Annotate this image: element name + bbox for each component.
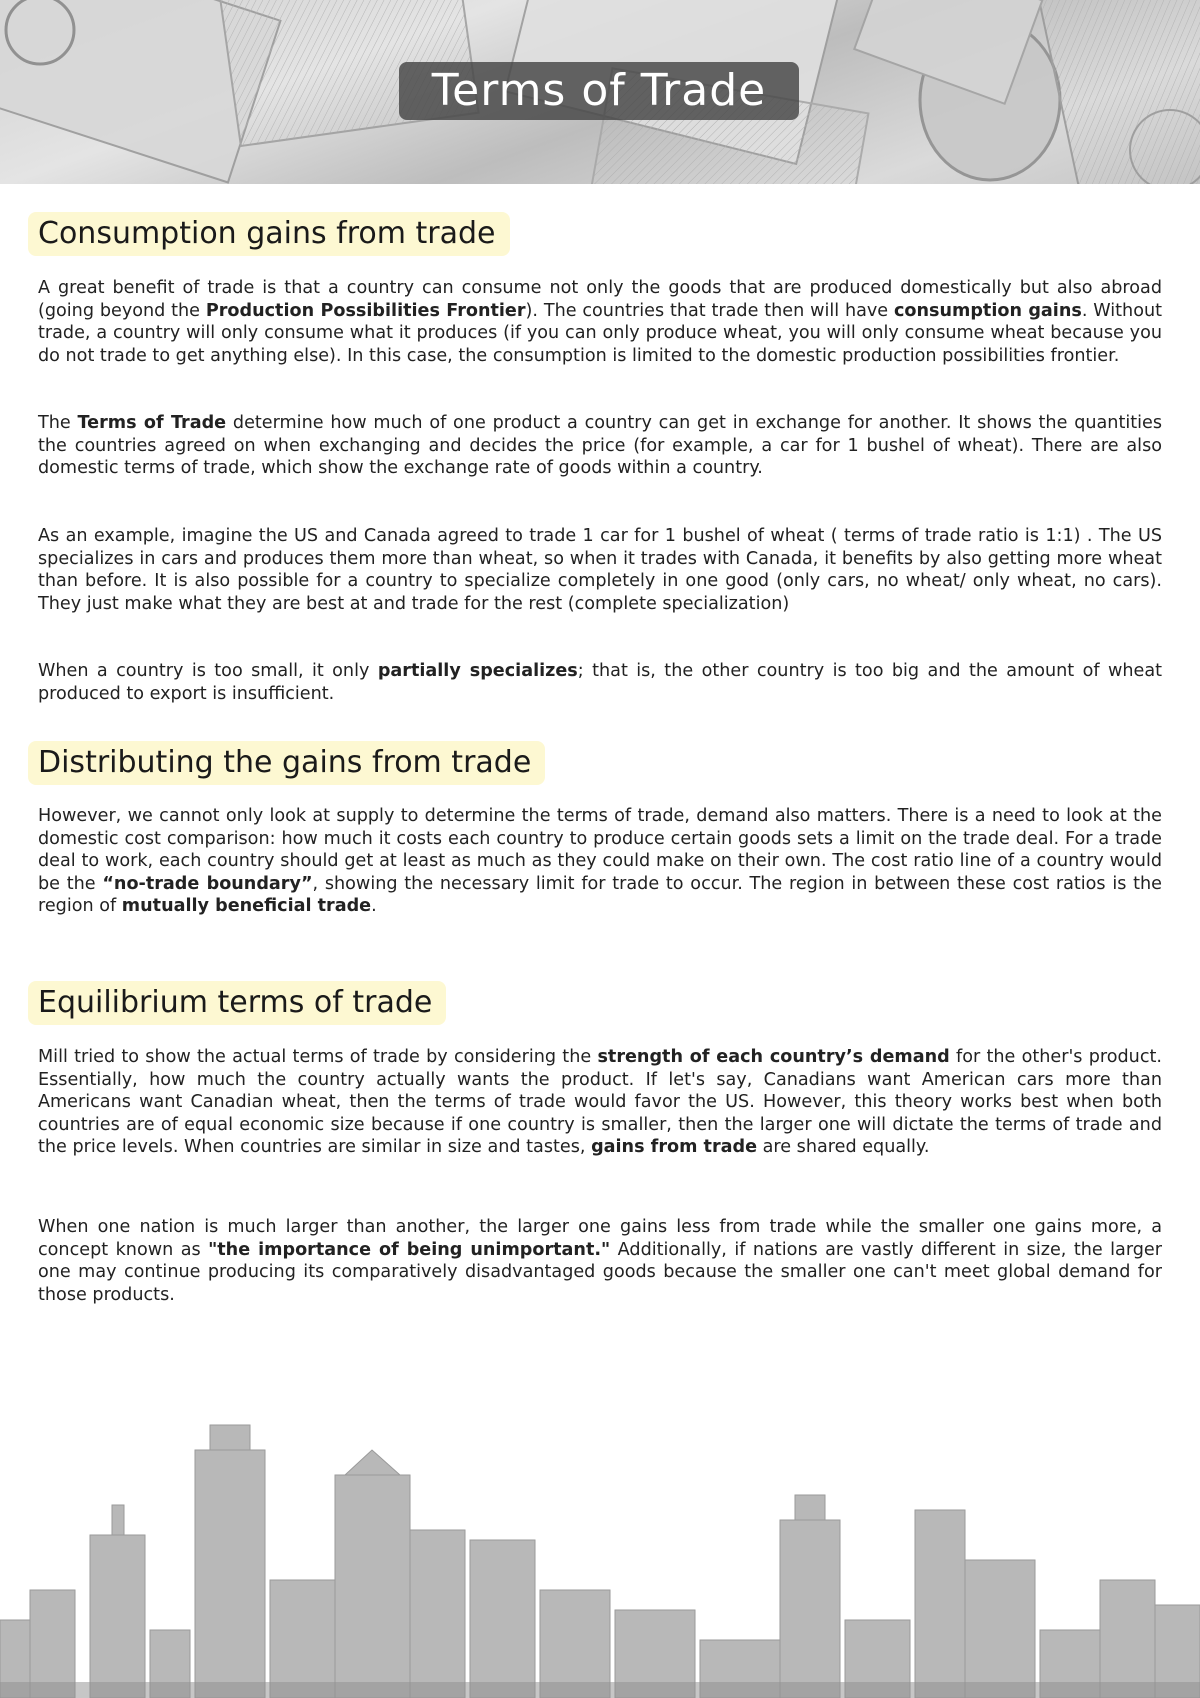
text-run: . Without trade, a country will only consume what it produces (if you can only produce wheat, you will only consume wheat because you do not trade to get anything else). In this case, the consumption is limited to the domestic production possibilities frontier.: [38, 300, 1163, 366]
text-run: When one nation is much larger than another, the larger one gains less from trade while the smaller one gains more, a concept known as: [38, 1217, 1162, 1260]
text-run: When a country is too small, it only: [38, 661, 378, 681]
text-run: , showing the necessary limit for trade to occur. The region in between these cost ratios is the region of: [38, 873, 1162, 916]
bold-term: partially specializes: [377, 661, 578, 681]
header-banner: [0, 0, 1200, 184]
text-run: The: [38, 413, 78, 433]
bold-term: gains from trade: [591, 1137, 758, 1157]
paragraph: [38, 525, 1162, 615]
text-run: ). The countries that trade then will have: [525, 300, 894, 321]
paragraph: [38, 277, 1162, 367]
paragraph: [38, 1216, 1162, 1306]
bold-term: “no-trade boundary”: [102, 873, 313, 894]
text-run: .: [371, 896, 377, 916]
text-run: A great benefit of trade is that a country can consume not only the goods that are produced domestically but also abroad (going beyond the: [38, 278, 1162, 321]
city-skyline-image: [0, 1420, 1200, 1698]
section-heading-distributing: Distributing the gains from trade: [28, 741, 545, 785]
title-box: [399, 62, 799, 120]
paragraph: [38, 805, 1162, 918]
text-run: are shared equally.: [757, 1137, 930, 1157]
paragraph: [38, 412, 1162, 480]
section-heading-equilibrium: Equilibrium terms of trade: [28, 981, 446, 1025]
text-run: However, we cannot only look at supply to determine the terms of trade, demand also matters. There is a need to look at the domestic cost comparison: how much it costs each country to produce certain goods sets a limit on the trade deal. For a trade deal to work, each country should get at least as much as they could make on their own. The cost ratio line of a country would be the: [38, 806, 1162, 894]
text-run: for the other's product. Essentially, how much the country actually wants the product. If let's say, Canadians want American cars more than Americans want Canadian wheat, then the terms of trade would favor the US. However, this theory works best when both countries are of equal economic size because if one country is smaller, then the larger one will dictate the terms of trade and the price levels. When countries are similar in size and tastes,: [38, 1047, 1162, 1157]
text-run: Mill tried to show the actual terms of trade by considering the: [38, 1047, 598, 1067]
bold-term: Production Possibilities Frontier: [205, 300, 526, 321]
section-heading-consumption: Consumption gains from trade: [28, 212, 510, 256]
bold-term: strength of each country’s demand: [597, 1047, 950, 1067]
text-run: Additionally, if nations are vastly different in size, the larger one may continue producing its comparatively disadvantaged goods because the smaller one can't meet global demand for those products.: [38, 1239, 1162, 1305]
bold-term: "the importance of being unimportant.": [208, 1239, 611, 1260]
paragraph: [38, 1046, 1162, 1159]
paragraph: [38, 660, 1162, 705]
bold-term: mutually beneficial trade: [121, 896, 372, 916]
text-run: determine how much of one product a country can get in exchange for another. It shows the quantities the countries agreed on when exchanging and decides the price (for example, a car for 1 bushel of wheat). There are also domestic terms of trade, which show the exchange rate of goods within a country.: [38, 413, 1163, 478]
text-run: ; that is, the other country is too big and the amount of wheat produced to export is insufficient.: [38, 661, 1162, 704]
text-run: As an example, imagine the US and Canada agreed to trade 1 car for 1 bushel of wheat ( terms of trade ratio is 1:1) . The US specializes in cars and produces them more than wheat, so when it trades with Canada, it benefits by also getting more wheat than before. It is also possible for a country to specialize completely in one good (only cars, no wheat/ only wheat, no cars). They just make what they are best at and trade for the rest (complete specialization): [38, 526, 1162, 614]
bold-term: consumption gains: [893, 300, 1082, 321]
bold-term: Terms of Trade: [77, 413, 227, 433]
page-title: Terms of Trade: [431, 65, 767, 116]
